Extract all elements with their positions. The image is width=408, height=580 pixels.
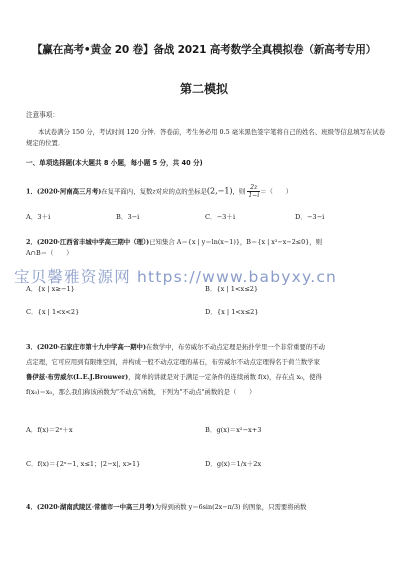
question-1-source: 1．(2020·河南高三月考)	[26, 187, 102, 196]
exam-subtitle: 第二模拟	[179, 82, 228, 96]
question-2	[26, 237, 386, 259]
q2-option-c: C．{x | 1<x<2}	[26, 308, 80, 316]
q3-line-2: 点定理，它可应用到有限维空间，并构成一般不动点定理的基石，布劳威尔不动点定理得名于荷兰数学家	[26, 358, 320, 366]
question-3	[26, 340, 386, 400]
section-heading: 一、单项选择题(本大题共 8 小题，每小题 5 分，共 40 分)	[26, 159, 203, 167]
q3-line-3a: 鲁伊兹·布劳威尔(L.E.J.Brouwer)	[26, 373, 129, 381]
q2-text-a: 已知集合 A＝{x | y＝ln(x−1)}，B＝{x | x²−x−2≤0}，则	[149, 238, 323, 246]
watermark-text: 宝贝馨雅资源网 https://www.babyxy.cn	[14, 268, 338, 286]
notice-body: 本试卷满分 150 分，考试时间 120 分钟．答卷前，考生务必用 0.5 毫米黑色签字笔将自己的姓名、班级等信息填写在试卷规定的位置．	[26, 128, 386, 147]
q1-text-c: 对应的点的坐标是	[155, 187, 207, 196]
question-4-source: 4．(2020·湖南武陵区·常德市一中高三月考)	[26, 503, 155, 511]
q1-text-a: 在复平面内，复数	[101, 187, 153, 196]
q1-option-a: A．3＋i	[26, 213, 51, 221]
notice-heading: 注意事项：	[26, 111, 59, 119]
exam-header-title: 【赢在高考•黄金 20 卷】备战 2021 高考数学全真模拟卷（新高考专用）	[31, 44, 377, 56]
q1-frac-num: 2z	[247, 184, 260, 192]
q1-text-d: ，则	[232, 187, 246, 196]
q1-option-c: C．−3＋i	[205, 213, 236, 221]
q3-option-a: A．f(x)＝2ˣ＋x	[26, 426, 73, 434]
q1-fraction	[247, 184, 260, 199]
q1-option-d: D．−3−i	[295, 213, 325, 221]
q1-text-b: z	[152, 187, 156, 196]
q2-text-b: A∩B＝（ ）	[26, 249, 73, 257]
q3-option-d: D．g(x)＝1/x＋2x	[205, 460, 262, 468]
q3-line-4: f(x₀)＝x₀，那么我们称该函数为"不动点"函数，下列为"不动点"函数的是（ ）	[26, 388, 256, 396]
q4-text: 为得到函数 y＝6sin(2x−π/3) 的图象，只需要将函数	[154, 503, 307, 511]
q3-option-b: B．g(x)＝x²−x+3	[205, 426, 262, 434]
q1-frac-den: 1−i	[248, 192, 260, 199]
q1-text-e: ＝（ ）	[260, 187, 293, 196]
question-1	[26, 184, 386, 199]
q1-option-b: B．3−i	[116, 213, 140, 221]
q1-point: (2,−1)	[206, 186, 233, 196]
question-3-source: 3．(2020·石家庄市第十九中学高一期中)	[26, 343, 146, 351]
q2-option-b: B．{x | 1<x≤2}	[205, 285, 259, 293]
q2-option-d: D．{x | 1<x≤2}	[205, 308, 259, 316]
q3-line-3b: ，简单的讲就是对于满足一定条件的连续函数 f(x)，存在点 x₀，使得	[128, 373, 322, 381]
q3-option-c: C．f(x)＝{2ˣ−1, x≤1；|2−x|, x>1}	[26, 460, 141, 468]
question-2-source: 2．(2020·江西省丰城中学高三期中（理）)	[26, 238, 150, 246]
q2-option-a: A．{x | x≥−1}	[26, 285, 75, 293]
question-4	[26, 502, 386, 513]
q3-line-1: 在数学中，布劳威尔不动点定理是拓扑学里一个非常重要的不动	[145, 343, 325, 351]
